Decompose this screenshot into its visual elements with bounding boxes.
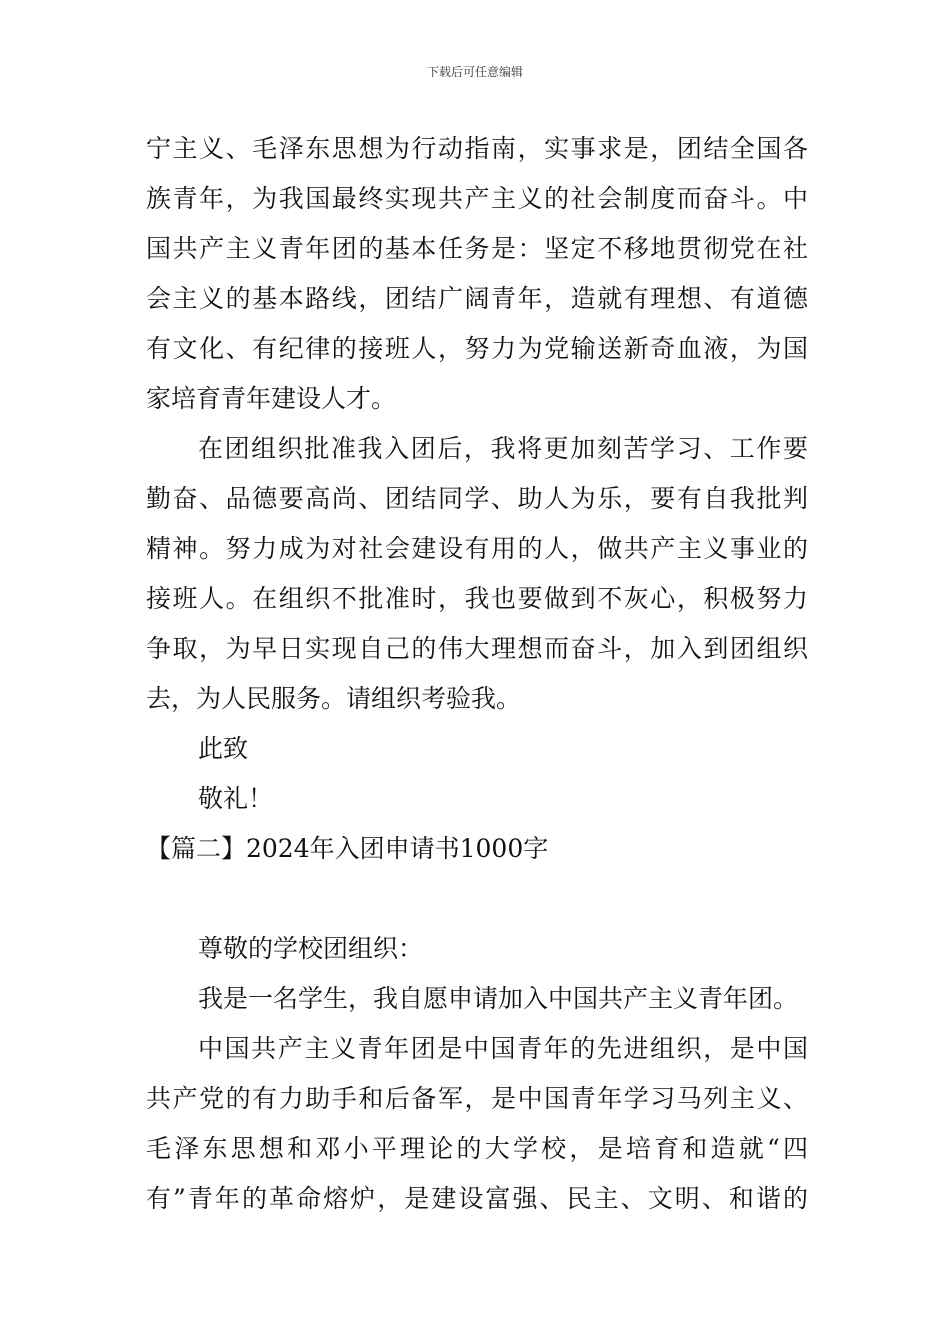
text-line: 【篇二】2024年入团申请书1000字 bbox=[146, 834, 549, 863]
text-line: 有”青年的革命熔炉，是建设富强、民主、文明、和谐的 bbox=[146, 1184, 808, 1213]
text-line: 家培育青年建设人才。 bbox=[146, 384, 397, 413]
text-line: 勤奋、品德要高尚、团结同学、助人为乐，要有自我批判 bbox=[146, 484, 808, 513]
text-line: 宁主义、毛泽东思想为行动指南，实事求是，团结全国各 bbox=[146, 134, 808, 163]
text-line: 共产党的有力助手和后备军，是中国青年学习马列主义、 bbox=[146, 1084, 808, 1113]
blank-line bbox=[146, 874, 808, 924]
text-line: 国共产主义青年团的基本任务是：坚定不移地贯彻党在社 bbox=[146, 234, 808, 263]
text-line: 族青年，为我国最终实现共产主义的社会制度而奋斗。中 bbox=[146, 184, 808, 213]
text-line: 中国共产主义青年团是中国青年的先进组织，是中国 bbox=[198, 1034, 808, 1063]
text-line: 我是一名学生，我自愿申请加入中国共产主义青年团。 bbox=[198, 984, 799, 1013]
text-line: 敬礼！ bbox=[198, 784, 274, 813]
text-line: 毛泽东思想和邓小平理论的大学校，是培育和造就“四 bbox=[146, 1134, 808, 1163]
text-line: 在团组织批准我入团后，我将更加刻苦学习、工作要 bbox=[198, 434, 808, 463]
page-header-note: 下载后可任意编辑 bbox=[426, 65, 523, 79]
text-line: 有文化、有纪律的接班人，努力为党输送新奇血液，为国 bbox=[146, 334, 808, 363]
text-line: 争取，为早日实现自己的伟大理想而奋斗，加入到团组织 bbox=[146, 634, 808, 663]
text-line: 接班人。在组织不批准时，我也要做到不灰心，积极努力 bbox=[146, 584, 808, 613]
text-line: 尊敬的学校团组织： bbox=[198, 934, 424, 963]
document-body bbox=[146, 124, 808, 1224]
text-line: 会主义的基本路线，团结广阔青年，造就有理想、有道德 bbox=[146, 284, 808, 313]
text-line: 去，为人民服务。请组织考验我。 bbox=[146, 684, 522, 713]
text-line: 精神。努力成为对社会建设有用的人，做共产主义事业的 bbox=[146, 534, 808, 563]
text-line: 此致 bbox=[198, 734, 249, 763]
